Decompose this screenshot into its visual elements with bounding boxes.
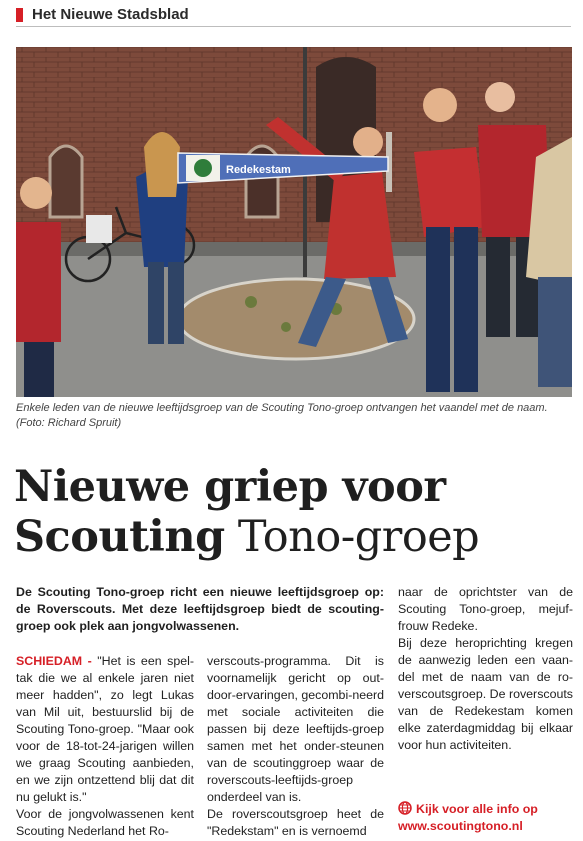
info-text: Kijk voor alle info op bbox=[416, 802, 538, 816]
article-headline bbox=[14, 462, 574, 562]
headline-light-word: Tono-groep bbox=[237, 512, 480, 562]
column-2-paragraph-2: De roverscoutsgroep heet de "Redekstam" en is vernoemd bbox=[207, 807, 384, 838]
article-column-3 bbox=[398, 584, 573, 754]
column-1-paragraph-1 bbox=[16, 653, 194, 806]
masthead bbox=[16, 4, 571, 27]
globe-icon bbox=[398, 801, 412, 815]
info-line bbox=[398, 801, 576, 818]
column-3-paragraph-1: naar de oprichtster van de Scouting Tono-groep, mejuf-frouw Redeke. bbox=[398, 585, 573, 633]
headline-line-1: Nieuwe griep voor bbox=[14, 462, 446, 512]
photo-caption: Enkele leden van de nieuwe leeftijdsgroep van de Scouting Tono-groep ontvangen het vaandel met de naam. (Foto: Richard Spruit) bbox=[16, 402, 548, 429]
info-block bbox=[398, 801, 576, 835]
column-2-paragraph-1: verscouts-programma. Dit is voornamelijk gericht op out-door-ervaringen, gecombi-neerd met sociale activiteiten die passen bij deze leeftijds-groep samen met het onder-steunen van de scoutinggroep waar de roverscouts-leeftijds-groep onderdeel van is. bbox=[207, 654, 385, 804]
article-lead: De Scouting Tono-groep richt een nieuwe leeftijdsgroep op: de Roverscouts. Met deze leeftijdsgroep biedt de scouting-groep ook plek aan jongvolwassenen. bbox=[16, 585, 384, 633]
banner-text: Redekestam bbox=[226, 164, 291, 176]
photo-illustration bbox=[16, 47, 572, 397]
headline-bold-word: Scouting bbox=[14, 512, 225, 562]
website-link[interactable]: www.scoutingtono.nl bbox=[398, 819, 523, 833]
article-column-1 bbox=[16, 653, 194, 840]
masthead-accent-bar bbox=[16, 8, 23, 22]
dateline: SCHIEDAM - bbox=[16, 654, 98, 668]
column-1-paragraph-2: Voor de jongvolwassenen kent Scouting Nederland het Ro- bbox=[16, 807, 194, 838]
column-1-text: "Het is een spel-tak die we al enkele jaren niet meer hadden", zo legt Lukas van Mil uit, bestuurslid bij de Scouting Tono-groep. "Maar ook voor de 18-tot-24-jarigen willen we graag Scouting aanbieden, en we zijn ontzettend blij dat dit nu gelukt is." bbox=[16, 654, 194, 804]
article-photo bbox=[16, 47, 572, 397]
article-column-2 bbox=[207, 653, 384, 840]
publication-title: Het Nieuwe Stadsblad bbox=[32, 6, 189, 23]
column-3-paragraph-2: Bij deze heroprichting kregen de aanwezig leden een vaan-del met de naam van de ro-verscoutsgroep. De roverscouts van de Redekestam komen elke zaterdagmiddag bij elkaar voor hun activiteiten. bbox=[398, 636, 573, 752]
